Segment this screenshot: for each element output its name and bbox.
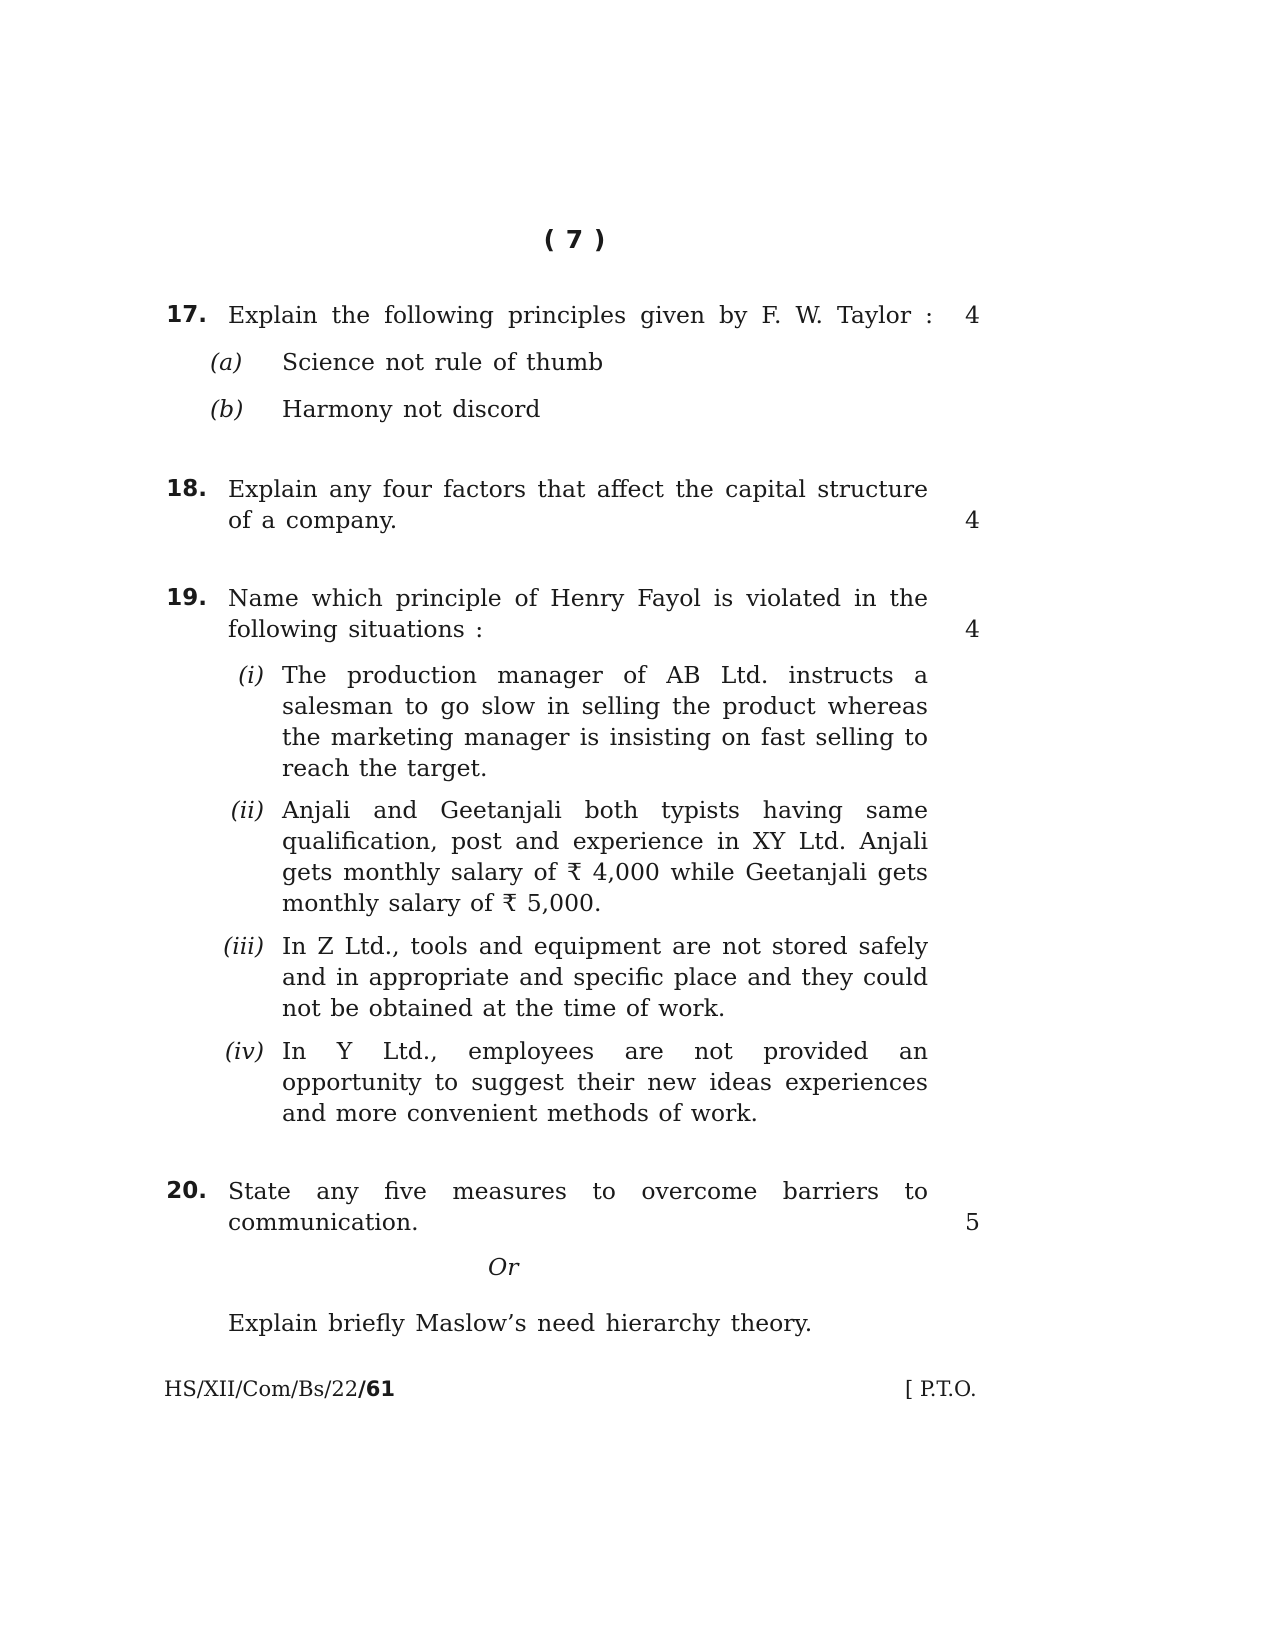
question-19-part-iv-text <box>282 1036 928 1129</box>
question-19-part-i-line-4: reach the target. <box>282 754 488 782</box>
question-17-part-b-text: Harmony not discord <box>282 395 541 423</box>
question-18-line-1: Explain any four factors that affect the capital structure <box>228 475 928 503</box>
question-17-number: 17. <box>166 302 207 328</box>
question-18-marks: 4 <box>965 506 980 534</box>
paper-code <box>164 1374 395 1405</box>
question-19-part-iv-label: (iv) <box>224 1037 264 1065</box>
pto-label: [ P.T.O. <box>905 1377 977 1401</box>
question-17-part-a-label: (a) <box>210 348 243 376</box>
question-19-part-iii-line-2: and in appropriate and specific place and they could <box>282 963 928 991</box>
question-19-part-ii-line-1: Anjali and Geetanjali both typists having same <box>282 796 928 824</box>
question-19-part-i-line-2: salesman to go slow in selling the product whereas <box>282 692 928 720</box>
question-17-part-b-label: (b) <box>210 395 244 423</box>
question-19-part-i-text <box>282 660 928 784</box>
question-17-marks: 4 <box>965 301 980 329</box>
question-19-part-iv-line-3: and more convenient methods of work. <box>282 1099 758 1127</box>
paper-code-prefix: HS/XII/Com/Bs/22 <box>164 1377 359 1401</box>
question-19-part-ii-line-2: qualification, post and experience in XY Ltd. Anjali <box>282 827 928 855</box>
question-19-part-iii-label: (iii) <box>223 932 264 960</box>
question-20-marks: 5 <box>965 1208 980 1236</box>
question-19-part-ii-line-4: monthly salary of ₹ 5,000. <box>282 889 602 917</box>
question-19-marks: 4 <box>965 615 980 643</box>
paper-code-suffix: /61 <box>358 1377 396 1401</box>
question-20-alternative: Explain briefly Maslow’s need hierarchy theory. <box>228 1309 813 1337</box>
question-19-part-ii-label: (ii) <box>230 796 264 824</box>
question-19-line-2: following situations : <box>228 615 484 643</box>
question-19-line-1: Name which principle of Henry Fayol is violated in the <box>228 584 928 612</box>
question-19-part-ii-text <box>282 795 928 919</box>
question-20-text <box>228 1176 928 1238</box>
page-number: ( 7 ) <box>543 225 607 254</box>
question-19-part-iv-line-1: In Y Ltd., employees are not provided an <box>282 1037 928 1065</box>
question-19-part-iii-line-3: not be obtained at the time of work. <box>282 994 726 1022</box>
question-20-number: 20. <box>166 1178 207 1204</box>
question-17-text <box>228 300 933 331</box>
question-19-part-i-label: (i) <box>238 661 264 689</box>
question-18-line-2: of a company. <box>228 506 398 534</box>
question-19-part-i-line-1: The production manager of AB Ltd. instructs a <box>282 661 928 689</box>
question-17-line-1: Explain the following principles given by F. W. Taylor : <box>228 301 933 329</box>
question-19-text <box>228 583 928 645</box>
question-19-number: 19. <box>166 585 207 611</box>
question-19-part-iii-text <box>282 931 928 1024</box>
question-19-part-iii-line-1: In Z Ltd., tools and equipment are not stored safely <box>282 932 928 960</box>
question-19-part-iv-line-2: opportunity to suggest their new ideas experiences <box>282 1068 928 1096</box>
question-19-part-i-line-3: the marketing manager is insisting on fast selling to <box>282 723 928 751</box>
question-20-line-1: State any five measures to overcome barriers to <box>228 1177 928 1205</box>
or-separator: Or <box>488 1253 519 1281</box>
question-19-part-ii-line-3: gets monthly salary of ₹ 4,000 while Geetanjali gets <box>282 858 928 886</box>
question-18-number: 18. <box>166 476 207 502</box>
question-20-line-2: communication. <box>228 1208 419 1236</box>
question-18-text <box>228 474 928 536</box>
question-17-part-a-text: Science not rule of thumb <box>282 348 604 376</box>
